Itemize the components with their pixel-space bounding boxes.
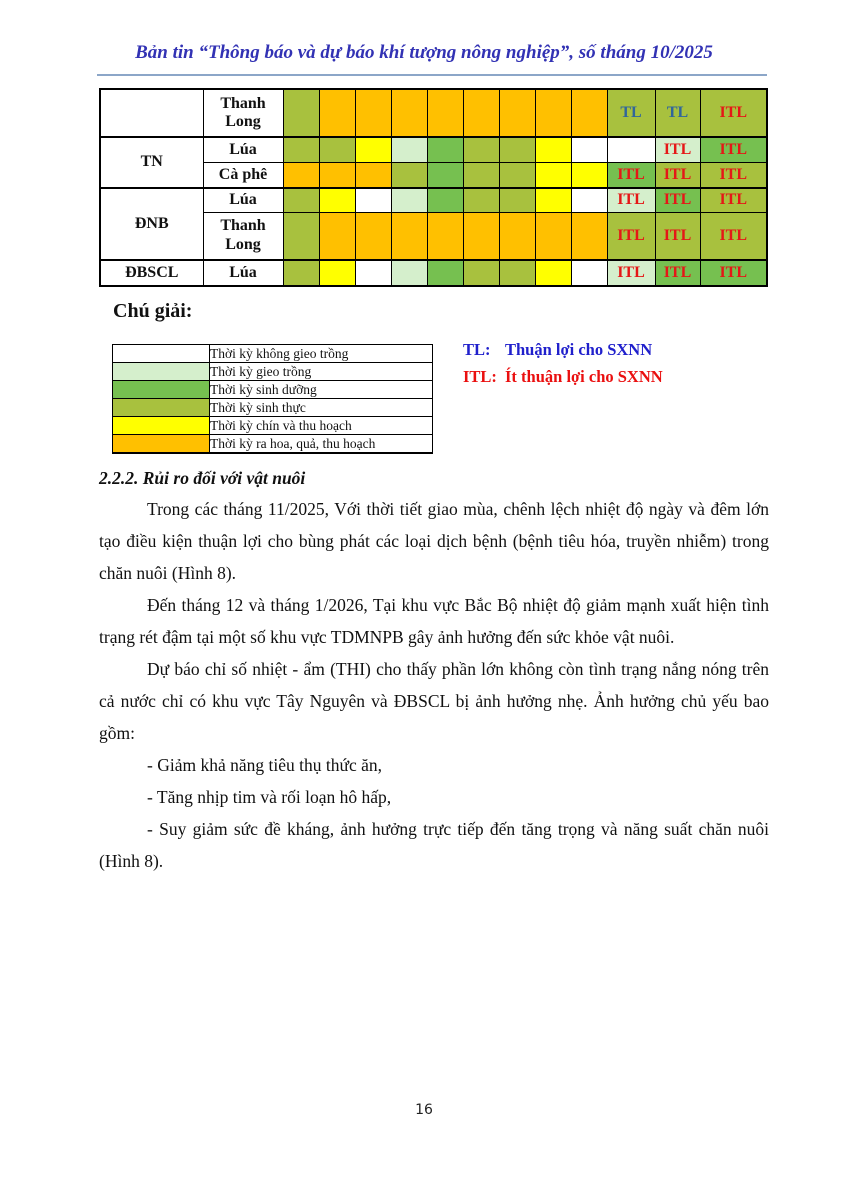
calendar-phase-cell bbox=[499, 89, 535, 137]
legend-label: Thời kỳ sinh thực bbox=[210, 399, 433, 417]
calendar-phase-cell bbox=[535, 212, 571, 260]
legend-row bbox=[113, 417, 433, 435]
crop-cell: Lúa bbox=[203, 260, 283, 286]
calendar-phase-cell bbox=[319, 260, 355, 286]
crop-cell: Cà phê bbox=[203, 162, 283, 188]
calendar-phase-cell bbox=[607, 137, 655, 162]
legend-label: Thời kỳ gieo trồng bbox=[210, 363, 433, 381]
legend-table-body bbox=[113, 345, 433, 454]
calendar-flag-cell: ITL bbox=[655, 260, 700, 286]
crop-cell: Lúa bbox=[203, 137, 283, 162]
calendar-phase-cell bbox=[535, 188, 571, 212]
calendar-phase-cell bbox=[283, 188, 319, 212]
legend-swatch bbox=[113, 345, 210, 363]
calendar-flag-cell: ITL bbox=[655, 188, 700, 212]
calendar-phase-cell bbox=[463, 188, 499, 212]
calendar-phase-cell bbox=[283, 89, 319, 137]
legend-swatch bbox=[113, 417, 210, 435]
calendar-phase-cell bbox=[463, 162, 499, 188]
calendar-phase-cell bbox=[283, 212, 319, 260]
paragraph: Đến tháng 12 và tháng 1/2026, Tại khu vực Bắc Bộ nhiệt độ giảm mạnh xuất hiện tình trạng rét đậm tại một số khu vực TDMNPB gây ảnh hưởng đến sức khỏe vật nuôi. bbox=[99, 595, 769, 647]
calendar-phase-cell bbox=[427, 212, 463, 260]
calendar-phase-cell bbox=[499, 137, 535, 162]
legend-swatch bbox=[113, 381, 210, 399]
itl-note bbox=[463, 367, 663, 387]
calendar-phase-cell bbox=[319, 162, 355, 188]
calendar-phase-cell bbox=[427, 260, 463, 286]
header-divider bbox=[97, 74, 767, 76]
region-cell: ĐBSCL bbox=[100, 260, 203, 286]
tl-itl-notes bbox=[463, 340, 663, 394]
calendar-phase-cell bbox=[427, 89, 463, 137]
legend-label: Thời kỳ chín và thu hoạch bbox=[210, 417, 433, 435]
paragraph: Dự báo chỉ số nhiệt - ẩm (THI) cho thấy phần lớn không còn tình trạng nắng nóng trên cả nước chỉ có khu vực Tây Nguyên và ĐBSCL bị ảnh hưởng nhẹ. Ảnh hưởng chủ yếu bao gồm: bbox=[99, 659, 769, 743]
region-cell: ĐNB bbox=[100, 188, 203, 260]
calendar-phase-cell bbox=[463, 89, 499, 137]
calendar-phase-cell bbox=[355, 260, 391, 286]
legend-label: Thời kỳ sinh dưỡng bbox=[210, 381, 433, 399]
calendar-phase-cell bbox=[571, 89, 607, 137]
section-heading: 2.2.2. Rủi ro đối với vật nuôi bbox=[99, 468, 306, 488]
calendar-phase-cell bbox=[283, 162, 319, 188]
calendar-flag-cell: ITL bbox=[655, 162, 700, 188]
calendar-flag-cell: ITL bbox=[655, 212, 700, 260]
calendar-phase-cell bbox=[391, 188, 427, 212]
calendar-phase-cell bbox=[391, 137, 427, 162]
legend-row bbox=[113, 435, 433, 454]
calendar-phase-cell bbox=[571, 260, 607, 286]
calendar-flag-cell: TL bbox=[655, 89, 700, 137]
legend-swatch bbox=[113, 435, 210, 454]
calendar-phase-cell bbox=[463, 137, 499, 162]
calendar-row bbox=[100, 137, 767, 162]
calendar-phase-cell bbox=[355, 89, 391, 137]
calendar-phase-cell bbox=[391, 89, 427, 137]
calendar-phase-cell bbox=[283, 137, 319, 162]
calendar-phase-cell bbox=[391, 260, 427, 286]
crop-calendar-table bbox=[99, 88, 768, 287]
crop-calendar-table-wrap bbox=[99, 88, 768, 287]
calendar-flag-cell: TL bbox=[607, 89, 655, 137]
calendar-flag-cell: ITL bbox=[607, 212, 655, 260]
legend-table-wrap bbox=[112, 344, 433, 454]
tl-note-label: TL: bbox=[463, 340, 491, 359]
calendar-phase-cell bbox=[535, 162, 571, 188]
bullet-item: - Giảm khả năng tiêu thụ thức ăn, bbox=[147, 755, 382, 775]
calendar-flag-cell: ITL bbox=[607, 260, 655, 286]
calendar-flag-cell: ITL bbox=[700, 188, 767, 212]
calendar-phase-cell bbox=[535, 137, 571, 162]
legend-row bbox=[113, 381, 433, 399]
calendar-phase-cell bbox=[535, 89, 571, 137]
calendar-phase-cell bbox=[571, 212, 607, 260]
calendar-phase-cell bbox=[499, 188, 535, 212]
calendar-phase-cell bbox=[319, 212, 355, 260]
calendar-phase-cell bbox=[427, 137, 463, 162]
calendar-flag-cell: ITL bbox=[607, 188, 655, 212]
crop-cell: Thanh Long bbox=[203, 212, 283, 260]
calendar-phase-cell bbox=[355, 188, 391, 212]
calendar-row bbox=[100, 89, 767, 137]
calendar-phase-cell bbox=[499, 162, 535, 188]
legend-label: Thời kỳ ra hoa, quả, thu hoạch bbox=[210, 435, 433, 454]
calendar-phase-cell bbox=[535, 260, 571, 286]
calendar-phase-cell bbox=[283, 260, 319, 286]
calendar-row bbox=[100, 188, 767, 212]
calendar-flag-cell: ITL bbox=[607, 162, 655, 188]
legend-table bbox=[112, 344, 433, 454]
calendar-flag-cell: ITL bbox=[700, 260, 767, 286]
bulletin-header-title: Bản tin “Thông báo và dự báo khí tượng nông nghiệp”, số tháng 10/2025 bbox=[135, 42, 713, 63]
calendar-row bbox=[100, 260, 767, 286]
calendar-flag-cell: ITL bbox=[700, 162, 767, 188]
calendar-phase-cell bbox=[463, 260, 499, 286]
calendar-phase-cell bbox=[355, 212, 391, 260]
calendar-flag-cell: ITL bbox=[700, 137, 767, 162]
calendar-phase-cell bbox=[319, 188, 355, 212]
calendar-phase-cell bbox=[355, 162, 391, 188]
itl-note-label: ITL: bbox=[463, 367, 497, 386]
calendar-flag-cell: ITL bbox=[700, 212, 767, 260]
calendar-phase-cell bbox=[571, 188, 607, 212]
calendar-phase-cell bbox=[427, 162, 463, 188]
legend-swatch bbox=[113, 363, 210, 381]
legend-row bbox=[113, 345, 433, 363]
calendar-phase-cell bbox=[391, 212, 427, 260]
legend-swatch bbox=[113, 399, 210, 417]
region-cell bbox=[100, 89, 203, 137]
calendar-phase-cell bbox=[571, 137, 607, 162]
calendar-table-body bbox=[100, 89, 767, 286]
bullet-item: - Tăng nhịp tim và rối loạn hô hấp, bbox=[147, 787, 392, 807]
legend-row bbox=[113, 399, 433, 417]
paragraph: Trong các tháng 11/2025, Với thời tiết giao mùa, chênh lệch nhiệt độ ngày và đêm lớn tạo điều kiện thuận lợi cho bùng phát các loại dịch bệnh (bệnh tiêu hóa, truyền nhiễm) trong chăn nuôi (Hình 8). bbox=[99, 499, 769, 583]
calendar-phase-cell bbox=[499, 260, 535, 286]
calendar-flag-cell: ITL bbox=[655, 137, 700, 162]
bullet-item: - Suy giảm sức đề kháng, ảnh hưởng trực tiếp đến tăng trọng và năng suất chăn nuôi (Hình 8). bbox=[99, 819, 769, 871]
legend-label: Thời kỳ không gieo trồng bbox=[210, 345, 433, 363]
calendar-phase-cell bbox=[391, 162, 427, 188]
calendar-phase-cell bbox=[499, 212, 535, 260]
tl-note bbox=[463, 340, 663, 360]
calendar-phase-cell bbox=[319, 89, 355, 137]
calendar-flag-cell: ITL bbox=[700, 89, 767, 137]
tl-note-text: Thuận lợi cho SXNN bbox=[505, 340, 653, 359]
crop-cell: Lúa bbox=[203, 188, 283, 212]
calendar-phase-cell bbox=[427, 188, 463, 212]
crop-cell: Thanh Long bbox=[203, 89, 283, 137]
page-number: 16 bbox=[415, 1102, 433, 1118]
legend-row bbox=[113, 363, 433, 381]
region-cell: TN bbox=[100, 137, 203, 188]
risk-section bbox=[99, 468, 769, 877]
legend-title: Chú giải: bbox=[113, 300, 193, 322]
calendar-phase-cell bbox=[319, 137, 355, 162]
calendar-phase-cell bbox=[463, 212, 499, 260]
itl-note-text: Ít thuận lợi cho SXNN bbox=[505, 367, 663, 386]
calendar-phase-cell bbox=[571, 162, 607, 188]
calendar-phase-cell bbox=[355, 137, 391, 162]
